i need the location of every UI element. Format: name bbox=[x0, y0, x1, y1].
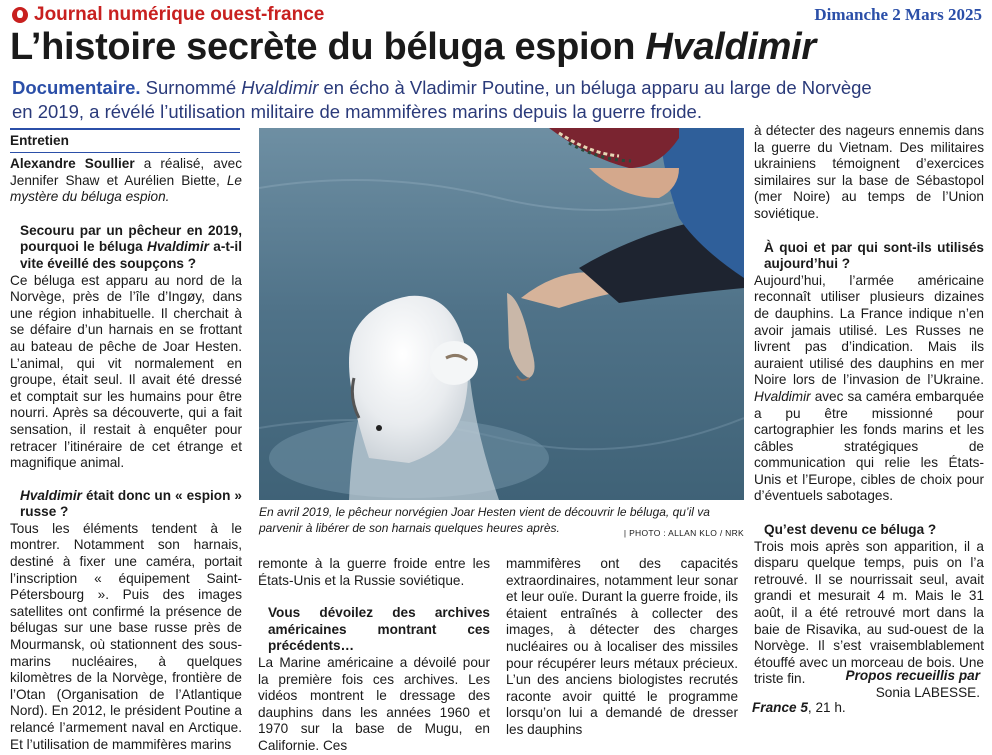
intro-text: a réalisé, avec Jennifer Shaw et Aurélien Biette, bbox=[10, 156, 242, 188]
answer-2: Tous les éléments tendent à le montrer. Notamment son harnais, destiné à fixer une caméra, portait l’inscription « équipement Saint-Pétersbourg ». Puis des images satellites ont confirmé la présence de bélugas sur une base russe près de Mourmansk, où stationnent des sous-marins nucléaires, à quelques kilomètres de la Norvège, frontière de l’Otan (Organisation de l’Atlantique Nord). En 2012, le président Poutine a relancé l’armement naval en Arctique. Et l’utilisation de mammifères marins bbox=[10, 520, 242, 752]
section-rule-top bbox=[10, 128, 240, 130]
question-1-name: Hvaldimir bbox=[147, 239, 209, 255]
section-label: Entretien bbox=[10, 133, 69, 148]
question-2-b: était donc un « espion » russe ? bbox=[20, 487, 242, 520]
question-2-name: Hvaldimir bbox=[20, 487, 82, 503]
answer-5: Trois mois après son apparition, il a disparu quelque temps, puis on l’a retrouvé. Il se nourrissait seul, avait grandi et mesurait 4 m. Mais le 31 août, il a été retrouvé mort dans la baie de Risavika, au sud-ouest de la Norvège. Il s’est vraisemblablement étouffé avec un morceau de bois. Une triste fin. bbox=[754, 538, 984, 687]
signoff bbox=[846, 668, 980, 701]
issue-date: Dimanche 2 Mars 2025 bbox=[814, 5, 982, 24]
question-1 bbox=[10, 223, 242, 273]
answer-4-a: Aujourd’hui, l’armée américaine reconnaît utiliser plusieurs dizaines de dauphins. La France indique n’en avoir jamais utilisé. Les Russes ne livrent pas d’indication. Mais ils auraient utilisé des dauphins en mer Noire lors de l’invasion de l’Ukraine. bbox=[754, 272, 984, 388]
lede-text-1: Surnommé bbox=[140, 77, 242, 98]
question-2 bbox=[10, 488, 242, 521]
question-1-b: a-t-il vite éveillé des soupçons ? bbox=[20, 239, 242, 271]
intro-film: Le mystère du béluga espion. bbox=[10, 172, 242, 205]
signoff-line-2: Sonia LABESSE. bbox=[875, 684, 980, 700]
headline-name: Hvaldimir bbox=[645, 26, 816, 68]
broadcast-channel: France 5 bbox=[752, 700, 808, 715]
photo-credit: | PHOTO : ALLAN KLO / NRK bbox=[623, 528, 744, 538]
photo-caption bbox=[259, 504, 744, 541]
lede bbox=[12, 76, 872, 124]
headline bbox=[10, 26, 816, 69]
beluga-photo-image bbox=[259, 128, 744, 500]
answer-1: Ce béluga est apparu au nord de la Norvège, près de l’île d’Ingøy, dans une région inhabituelle. Il cherchait à se défaire d’un harnais en se frottant au bateau de pêche de Joar Hesten. L’animal, qui vit normalement en groupe, était seul. Il avait été dressé et comptait sur les humains pour être nourri. Après sa découverte, qui a fait sensation, il restait à enquêter pour retracer l’itinéraire de cet étrange et magnifique animal. bbox=[10, 272, 242, 471]
column-4 bbox=[754, 123, 984, 688]
lede-label: Documentaire. bbox=[12, 77, 141, 98]
question-3: Vous dévoilez des archives américaines montrant ces précédents… bbox=[268, 605, 490, 654]
masthead bbox=[12, 3, 324, 27]
section-rule-bottom bbox=[10, 152, 240, 153]
answer-4 bbox=[754, 273, 984, 505]
answer-3-continued: mammifères ont des capacités extraordinaires, notamment leur sonar et leur ouïe. Durant la guerre froide, ils étaient entraînés à collecter des images, à détecter des charges nucléaires ou à localiser des missiles pour récupérer leurs métaux précieux. L’un des anciens biologistes recrutés raconte avoir quitté le programme lorsqu’on lui a demandé de dresser les dauphins bbox=[506, 556, 738, 737]
signoff-line-1: Propos recueillis par bbox=[845, 668, 980, 683]
question-5: Qu’est devenu ce béluga ? bbox=[764, 522, 937, 538]
column-1 bbox=[10, 156, 242, 753]
photo-caption-text: En avril 2019, le pêcheur norvégien Joar Hesten vient de découvrir le béluga, qu’il va parvenir à libérer de son harnais quelques heures après. bbox=[259, 505, 710, 535]
answer-4-b: avec sa caméra embarquée a pu être missionné pour cartographier les fonds marins et les câbles stratégiques de communication qui relie les États-Unis et l’Europe, cibles de choix pour d’éventuels sabotages. bbox=[754, 388, 984, 504]
lede-name: Hvaldimir bbox=[241, 77, 319, 98]
answer-3: La Marine américaine a dévoilé pour la première fois ces archives. Les vidéos montrent le dressage des dauphins dans les années 1960 et 1970 sur la base de Mugu, en Californie. Ces bbox=[258, 654, 490, 753]
answer-3-continued-2: à détecter des nageurs ennemis dans la guerre du Vietnam. Des militaires ukrainiens témoignent d’exercices similaires sur la base de Sébastopol (mer Noire) au temps de l’Union soviétique. bbox=[754, 123, 984, 221]
headline-main: L’histoire secrète du béluga espion bbox=[10, 26, 646, 68]
column-2 bbox=[258, 556, 490, 755]
answer-4-name: Hvaldimir bbox=[754, 388, 811, 404]
masthead-title: Journal numérique ouest-france bbox=[34, 4, 325, 25]
broadcast-time: , 21 h. bbox=[807, 700, 846, 715]
question-4: À quoi et par qui sont-ils utilisés aujourd’hui ? bbox=[764, 239, 984, 272]
intro-author: Alexandre Soullier bbox=[10, 156, 135, 171]
ouest-france-logo-icon bbox=[12, 7, 28, 23]
beluga-photo bbox=[259, 128, 744, 500]
broadcast-info bbox=[752, 700, 846, 715]
lede-text-2: en écho à Vladimir Poutine, un béluga apparu au large de Norvège en 2019, a révélé l’utilisation militaire de mammifères marins depuis la guerre froide. bbox=[12, 77, 872, 122]
column-3 bbox=[506, 556, 738, 739]
answer-2-continued: remonte à la guerre froide entre les États-Unis et la Russie soviétique. bbox=[258, 556, 490, 588]
question-1-a: Secouru par un pêcheur en 2019, pourquoi le béluga bbox=[20, 222, 242, 255]
intro bbox=[10, 156, 242, 206]
